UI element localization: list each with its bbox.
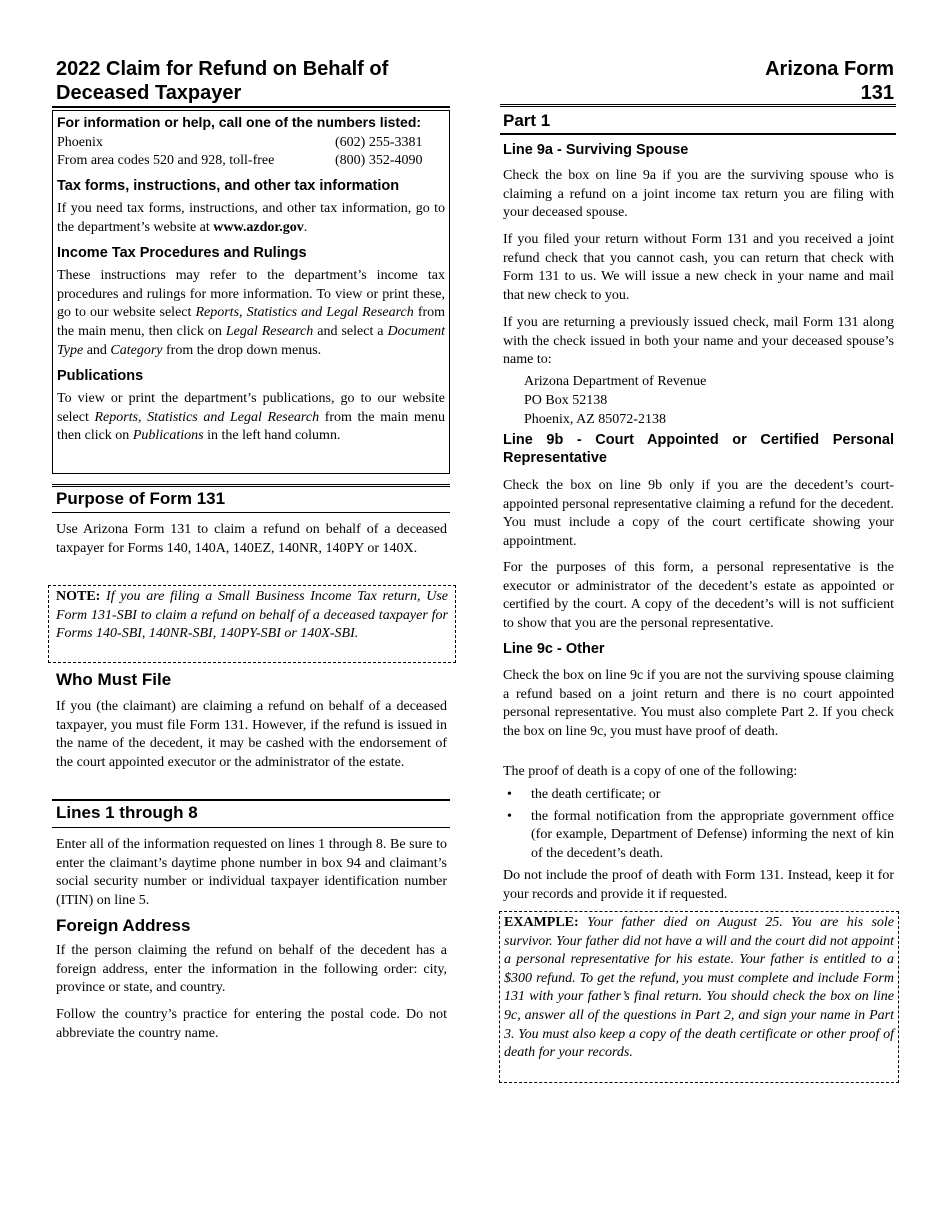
foreign-address-text1: If the person claiming the refund on behalf of the decedent has a foreign address, enter the information in the following order: city, province or state, and country. <box>56 943 447 996</box>
website-link[interactable]: www.azdor.gov <box>213 219 304 235</box>
reports-link[interactable]: Reports, Statistics and Legal Research <box>94 409 320 425</box>
line9b-paragraph2: For the purposes of this form, a personal representative is the executor or administrator of the decedent’s estate as appointed or certified by the court. A copy of the decedent’s will is not sufficient to show that you are the personal representative. <box>503 560 894 631</box>
line9c-paragraph3: Do not include the proof of death with Form 131. Instead, keep it for your records and provide it if requested. <box>503 868 894 902</box>
list-item: • the death certificate; or <box>503 786 894 805</box>
purpose-text: Use Arizona Form 131 to claim a refund on behalf of a deceased taxpayer for Forms 140, 140A, 140EZ, 140NR, 140PY or 140X. <box>56 522 447 556</box>
procedures-text: These instructions may refer to the department’s income tax procedures and rulings for more information. To view or print these, go to our website select Reports, Statistics and Legal Research from the main menu, then click on Legal Research and select a Document Type and Category from the drop down menus. <box>57 268 446 358</box>
document-title-line2: Deceased Taxpayer <box>56 82 242 104</box>
phone-label: Phoenix <box>57 135 103 150</box>
document-title <box>56 57 476 105</box>
lines-text: Enter all of the information requested on lines 1 through 8. Be sure to enter the claimant’s daytime phone number in box 94 and claimant’s social security number or individual taxpayer identification number (ITIN) on line 5. <box>56 837 447 908</box>
example-text: EXAMPLE: Your father died on August 25. You are his sole survivor. Your father did not have a will and the court did not appoint a personal representative for his estate. Your father is entitled to a $300 refund. To get the refund, you must complete and include Form 131 with your father’s final return. You should check the box on line 9c, answer all of the questions in Part 2, and sign your name in Part 3. You must also keep a copy of the death certificate or other proof of death for your records. <box>504 915 894 1061</box>
info-heading: For information or help, call one of the numbers listed: <box>57 114 422 130</box>
lines-rule-top <box>52 799 450 801</box>
publications-link[interactable]: Publications <box>132 428 204 444</box>
address-line: PO Box 52138 <box>524 393 608 408</box>
lines-rule-bottom <box>52 827 450 828</box>
address-line: Arizona Department of Revenue <box>524 374 707 389</box>
note-box <box>48 585 456 663</box>
category-term: Category <box>110 342 163 358</box>
phone-row-phoenix <box>57 134 445 152</box>
address-line: Phoenix, AZ 85072-2138 <box>524 412 666 427</box>
phone-row-tollfree <box>57 152 445 170</box>
left-header-rule <box>52 106 450 108</box>
note-label: NOTE: <box>56 589 101 604</box>
tax-forms-heading: Tax forms, instructions, and other tax information <box>57 178 400 194</box>
who-must-file-text: If you (the claimant) are claiming a refund on behalf of a deceased taxpayer, you must file Form 131. However, if the refund is issued in the name of the decedent, it may be cashed with the endorsement of the court appointed executor or the administrator of the estate. <box>56 699 447 770</box>
document-type-term: Document Type <box>57 323 446 358</box>
purpose-heading: Purpose of Form 131 <box>56 489 226 508</box>
publications-text: To view or print the department’s publications, go to our website select Reports, Statistics and Legal Research from the main menu then click on Publications in the left hand column. <box>57 391 445 444</box>
proof-of-death-list <box>503 786 894 863</box>
info-box <box>52 110 450 474</box>
reports-link[interactable]: Reports, Statistics and Legal Research <box>195 305 414 321</box>
line9a-paragraph1: Check the box on line 9a if you are the surviving spouse who is claiming a refund on a joint income tax return you are filing with your deceased spouse. <box>503 168 894 221</box>
line9b-heading: Line 9b - Court Appointed or Certified Personal Representative <box>503 432 894 466</box>
part1-underline <box>500 133 896 135</box>
line9b-paragraph1: Check the box on line 9b only if you are the decedent’s court-appointed personal representative claiming a refund for the decedent. You must include a copy of the court certificate showing your appointment. <box>503 478 894 549</box>
procedures-heading: Income Tax Procedures and Rulings <box>57 245 307 262</box>
document-title-line1: 2022 Claim for Refund on Behalf of <box>56 58 389 80</box>
phone-label: From area codes 520 and 928, toll-free <box>57 153 275 168</box>
example-label: EXAMPLE: <box>504 915 579 930</box>
part1-heading: Part 1 <box>503 111 551 130</box>
lines-heading: Lines 1 through 8 <box>56 803 198 822</box>
phone-number: (800) 352-4090 <box>335 153 423 168</box>
purpose-underline <box>52 512 450 513</box>
foreign-address-text2: Follow the country’s practice for entering the postal code. Do not abbreviate the country name. <box>56 1007 447 1041</box>
foreign-address-heading: Foreign Address <box>56 916 191 935</box>
right-header-rule <box>500 104 896 107</box>
line9a-heading: Line 9a - Surviving Spouse <box>503 142 689 158</box>
list-item: • the formal notification from the appropriate government office (for example, Department of Defense) informing the next of kin of the decedent’s death. <box>503 808 894 864</box>
form-number <box>694 57 894 105</box>
line9c-heading: Line 9c - Other <box>503 641 605 657</box>
mailing-address <box>524 372 706 429</box>
who-must-file-heading: Who Must File <box>56 670 172 689</box>
legal-research-link[interactable]: Legal Research <box>225 323 314 339</box>
publications-heading: Publications <box>57 368 144 385</box>
tax-forms-text: If you need tax forms, instructions, and other tax information, go to the department’s website at www.azdor.gov. <box>57 201 445 235</box>
purpose-rule <box>52 484 450 487</box>
line9c-paragraph1: Check the box on line 9c if you are not the surviving spouse claiming a refund based on a joint return and there is no court appointed personal representative. You must also complete Part 2. If you check the box on line 9c, you must have proof of death. <box>503 668 894 739</box>
note-text: NOTE: If you are filing a Small Business Income Tax return, Use Form 131-SBI to claim a refund on behalf of a deceased taxpayer for Forms 140-SBI, 140NR-SBI, 140PY-SBI or 140X-SBI. <box>56 589 449 642</box>
line9c-paragraph2: The proof of death is a copy of one of the following: <box>503 764 798 779</box>
form-number-line2: 131 <box>860 82 894 104</box>
example-box <box>499 911 899 1083</box>
form-number-line1: Arizona Form <box>765 58 894 80</box>
phone-number: (602) 255-3381 <box>335 135 423 150</box>
line9a-paragraph2: If you filed your return without Form 131 and you received a joint refund check that you cannot cash, you can return that check with Form 131 to us. We will issue a new check in your name and mail that new check to you. <box>503 232 894 303</box>
line9a-paragraph3: If you are returning a previously issued check, mail Form 131 along with the check issued in both your name and your deceased spouse’s name to: <box>503 315 894 368</box>
